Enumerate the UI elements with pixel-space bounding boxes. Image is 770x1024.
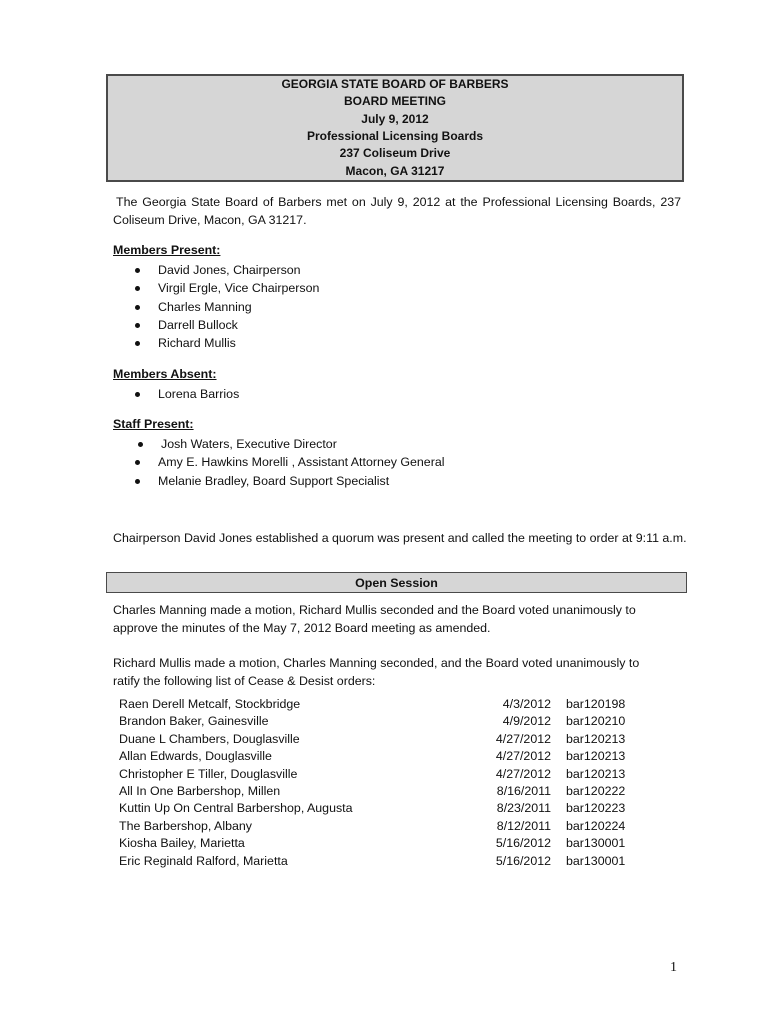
order-date: 4/27/2012 — [495, 731, 551, 746]
table-row — [119, 783, 639, 800]
members-absent-heading: Members Absent: — [113, 367, 217, 381]
order-name: Christopher E Tiller, Douglasville — [119, 766, 298, 781]
order-case-number: bar120224 — [566, 818, 626, 833]
order-name: Kuttin Up On Central Barbershop, Augusta — [119, 801, 353, 816]
order-date: 8/16/2011 — [496, 783, 551, 798]
intro-paragraph: The Georgia State Board of Barbers met on July 9, 2012 at the Professional Licensing Boards, 237 Coliseum Drive, Macon, GA 31217. — [113, 195, 681, 227]
members-present-list — [113, 261, 319, 352]
bullet-icon — [135, 392, 140, 397]
order-date: 8/12/2011 — [496, 818, 551, 833]
order-case-number: bar120222 — [566, 783, 626, 798]
header-line: Professional Licensing Boards — [306, 129, 484, 143]
list-item: Josh Waters, Executive Director — [113, 435, 444, 453]
minutes-motion-paragraph: Charles Manning made a motion, Richard Mullis seconded and the Board voted unanimously to approve the minutes of the May 7, 2012 Board meeting as amended. — [113, 603, 636, 635]
list-item: Melanie Bradley, Board Support Specialist — [113, 472, 444, 490]
bullet-icon — [135, 286, 140, 291]
order-name: The Barbershop, Albany — [119, 818, 252, 833]
list-item: Amy E. Hawkins Morelli , Assistant Attorney General — [113, 453, 444, 471]
bullet-icon — [135, 268, 140, 273]
order-case-number: bar120213 — [566, 731, 626, 746]
table-row — [119, 835, 639, 852]
list-item: Charles Manning — [113, 298, 319, 316]
header-line: Macon, GA 31217 — [345, 163, 445, 178]
order-name: Duane L Chambers, Douglasville — [119, 731, 300, 746]
order-case-number: bar120210 — [566, 714, 626, 729]
orders-motion-paragraph: Richard Mullis made a motion, Charles Manning seconded, and the Board voted unanimously to ratify the following list of Cease & Desist orders: — [113, 656, 640, 688]
order-name: Kiosha Bailey, Marietta — [119, 836, 245, 851]
table-row — [119, 731, 639, 748]
order-date: 4/27/2012 — [495, 749, 551, 764]
order-date: 4/27/2012 — [495, 766, 551, 781]
order-case-number: bar120213 — [566, 766, 626, 781]
order-name: All In One Barbershop, Millen — [119, 783, 281, 798]
table-row — [119, 748, 639, 765]
members-absent-list — [113, 385, 239, 403]
list-item: David Jones, Chairperson — [113, 261, 319, 279]
quorum-paragraph: Chairperson David Jones established a quorum was present and called the meeting to order at 9:11 a.m. — [113, 531, 687, 545]
open-session-bar — [106, 572, 687, 593]
staff-present-list — [113, 435, 444, 490]
bullet-icon — [135, 479, 140, 484]
cease-desist-orders-list — [119, 696, 639, 870]
list-item: Virgil Ergle, Vice Chairperson — [113, 279, 319, 297]
bullet-icon — [138, 442, 143, 447]
order-date: 8/23/2011 — [496, 801, 551, 816]
page-number: 1 — [670, 960, 677, 975]
order-name: Brandon Baker, Gainesville — [119, 714, 269, 729]
header-line: GEORGIA STATE BOARD OF BARBERS — [281, 77, 509, 92]
list-item: Darrell Bullock — [113, 316, 319, 334]
list-item: Richard Mullis — [113, 334, 319, 352]
bullet-icon — [135, 460, 140, 465]
table-row — [119, 766, 639, 783]
order-case-number: bar130001 — [566, 836, 626, 851]
order-case-number: bar120198 — [566, 697, 626, 711]
bullet-icon — [135, 323, 140, 328]
order-name: Eric Reginald Ralford, Marietta — [119, 853, 288, 868]
bullet-icon — [135, 341, 140, 346]
order-date: 4/9/2012 — [502, 714, 551, 729]
table-row — [119, 696, 639, 713]
header-line: 237 Coliseum Drive — [339, 146, 451, 161]
header-line: BOARD MEETING — [344, 94, 446, 109]
order-date: 5/16/2012 — [495, 836, 551, 851]
order-name: Allan Edwards, Douglasville — [119, 749, 272, 764]
list-item: Lorena Barrios — [113, 385, 239, 403]
order-case-number: bar130001 — [566, 853, 626, 868]
table-row — [119, 713, 639, 730]
meeting-header-box — [106, 74, 684, 182]
header-line: July 9, 2012 — [361, 111, 429, 126]
members-present-heading: Members Present: — [113, 243, 221, 257]
open-session-title: Open Session — [355, 575, 438, 590]
order-name: Raen Derell Metcalf, Stockbridge — [119, 697, 301, 711]
bullet-icon — [135, 305, 140, 310]
order-date: 5/16/2012 — [495, 853, 551, 868]
order-case-number: bar120213 — [566, 749, 626, 764]
table-row — [119, 853, 639, 870]
order-date: 4/3/2012 — [502, 697, 551, 711]
table-row — [119, 818, 639, 835]
staff-present-heading: Staff Present: — [113, 417, 194, 431]
table-row — [119, 800, 639, 817]
order-case-number: bar120223 — [566, 801, 626, 816]
